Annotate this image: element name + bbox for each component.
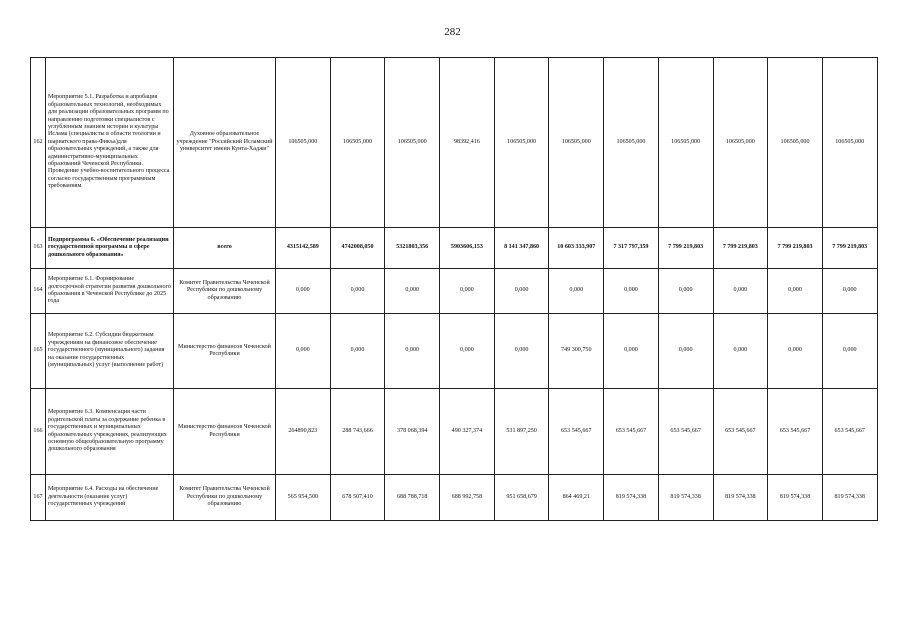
executor-cell: Комитет Правительства Чеченской Республики по дошкольному образованию [174, 269, 276, 314]
value-cell: 7 317 797,359 [604, 228, 659, 269]
value-cell: 0,000 [440, 269, 495, 314]
value-cell: 819 574,338 [658, 475, 713, 521]
activity-name-cell: Мероприятие 6.2. Субсидии бюджетным учреждениям на финансовое обеспечение государственного (муниципального) задания на оказание государственных (муниципальных) услуг (выполнение работ) [46, 314, 174, 389]
value-cell: 106505,000 [276, 58, 331, 228]
row-number-cell: 163 [31, 228, 46, 269]
value-cell: 7 799 219,803 [822, 228, 877, 269]
value-cell: 0,000 [330, 269, 385, 314]
table-row [31, 389, 878, 475]
value-cell: 0,000 [276, 314, 331, 389]
value-cell: 0,000 [604, 314, 659, 389]
activity-name-cell: Мероприятие 6.4. Расходы на обеспечение деятельности (оказание услуг) государственных учреждений [46, 475, 174, 521]
value-cell: 106505,000 [768, 58, 823, 228]
value-cell: 749 300,750 [549, 314, 604, 389]
value-cell: 288 743,666 [330, 389, 385, 475]
value-cell: 0,000 [549, 269, 604, 314]
value-cell: 0,000 [604, 269, 659, 314]
row-number-cell: 162 [31, 58, 46, 228]
value-cell: 5321803,356 [385, 228, 440, 269]
value-cell: 0,000 [822, 269, 877, 314]
activity-name-cell: Мероприятие 6.3. Компенсация части родительской платы за содержание ребенка в государственных и муниципальных образовательных учреждениях, реализующих основную общеобразовательную программу дошкольного образования [46, 389, 174, 475]
value-cell: 264890,823 [276, 389, 331, 475]
row-number-cell: 165 [31, 314, 46, 389]
value-cell: 0,000 [822, 314, 877, 389]
value-cell: 0,000 [658, 314, 713, 389]
budget-table [30, 57, 878, 521]
table-row [31, 475, 878, 521]
value-cell: 0,000 [768, 314, 823, 389]
value-cell: 0,000 [713, 314, 768, 389]
row-number-cell: 167 [31, 475, 46, 521]
value-cell: 951 658,679 [494, 475, 549, 521]
value-cell: 378 068,394 [385, 389, 440, 475]
value-cell: 490 327,374 [440, 389, 495, 475]
value-cell: 0,000 [494, 314, 549, 389]
value-cell: 0,000 [713, 269, 768, 314]
value-cell: 7 799 219,803 [768, 228, 823, 269]
value-cell: 106505,000 [494, 58, 549, 228]
value-cell: 5903606,153 [440, 228, 495, 269]
value-cell: 819 574,338 [822, 475, 877, 521]
row-number-cell: 166 [31, 389, 46, 475]
value-cell: 653 545,667 [768, 389, 823, 475]
value-cell: 0,000 [276, 269, 331, 314]
value-cell: 819 574,338 [713, 475, 768, 521]
value-cell: 678 507,410 [330, 475, 385, 521]
value-cell: 106505,000 [713, 58, 768, 228]
value-cell: 565 954,500 [276, 475, 331, 521]
value-cell: 106505,000 [549, 58, 604, 228]
value-cell: 653 545,667 [713, 389, 768, 475]
table-row [31, 269, 878, 314]
value-cell: 106505,000 [604, 58, 659, 228]
value-cell: 106505,000 [658, 58, 713, 228]
table-row [31, 228, 878, 269]
value-cell: 106505,000 [385, 58, 440, 228]
row-number-cell: 164 [31, 269, 46, 314]
value-cell: 10 603 333,907 [549, 228, 604, 269]
table-row [31, 314, 878, 389]
activity-name-cell: Мероприятие 6.1. Формирование долгосрочной стратегии развития дошкольного образования в Чеченской Республике до 2025 года [46, 269, 174, 314]
value-cell: 8 141 347,860 [494, 228, 549, 269]
executor-cell: Министерство финансов Чеченской Республики [174, 389, 276, 475]
value-cell: 688 992,758 [440, 475, 495, 521]
value-cell: 98392,416 [440, 58, 495, 228]
value-cell: 688 788,718 [385, 475, 440, 521]
activity-name-cell: Мероприятие 5.1. Разработка и апробация образовательных технологий, необходимых для реализации образовательных программ по направлению подготовки специалистов с углубленным знанием истории и культуры Ислама (специалисты в области теологии и шариатского права-Фикъа)для образовательных учреждений, а также для административно-муниципальных образований Чеченской Республики. Проведение учебно-воспитательного процесса согласно государственным программным требованиям [46, 58, 174, 228]
value-cell: 106505,000 [822, 58, 877, 228]
value-cell: 819 574,338 [604, 475, 659, 521]
executor-cell: всего [174, 228, 276, 269]
value-cell: 864 469,21 [549, 475, 604, 521]
value-cell: 0,000 [330, 314, 385, 389]
value-cell: 4315142,589 [276, 228, 331, 269]
executor-cell: Министерство финансов Чеченской Республики [174, 314, 276, 389]
value-cell: 0,000 [385, 269, 440, 314]
value-cell: 653 545,667 [658, 389, 713, 475]
value-cell: 653 545,667 [604, 389, 659, 475]
page-number: 282 [444, 26, 461, 38]
value-cell: 819 574,338 [768, 475, 823, 521]
value-cell: 4742008,050 [330, 228, 385, 269]
value-cell: 7 799 219,803 [658, 228, 713, 269]
value-cell: 7 799 219,803 [713, 228, 768, 269]
activity-name-cell: Подпрограмма 6. «Обеспечение реализации государственной программы в сфере дошкольного образования» [46, 228, 174, 269]
table-row [31, 58, 878, 228]
value-cell: 653 545,667 [549, 389, 604, 475]
value-cell: 653 545,667 [822, 389, 877, 475]
value-cell: 531 897,250 [494, 389, 549, 475]
executor-cell: Комитет Правительства Чеченской Республики по дошкольному образованию [174, 475, 276, 521]
value-cell: 0,000 [768, 269, 823, 314]
value-cell: 0,000 [658, 269, 713, 314]
value-cell: 0,000 [385, 314, 440, 389]
executor-cell: Духовное образовательное учреждение "Российский Исламский университет имени Кунта-Хаджи" [174, 58, 276, 228]
value-cell: 0,000 [440, 314, 495, 389]
value-cell: 106505,000 [330, 58, 385, 228]
value-cell: 0,000 [494, 269, 549, 314]
